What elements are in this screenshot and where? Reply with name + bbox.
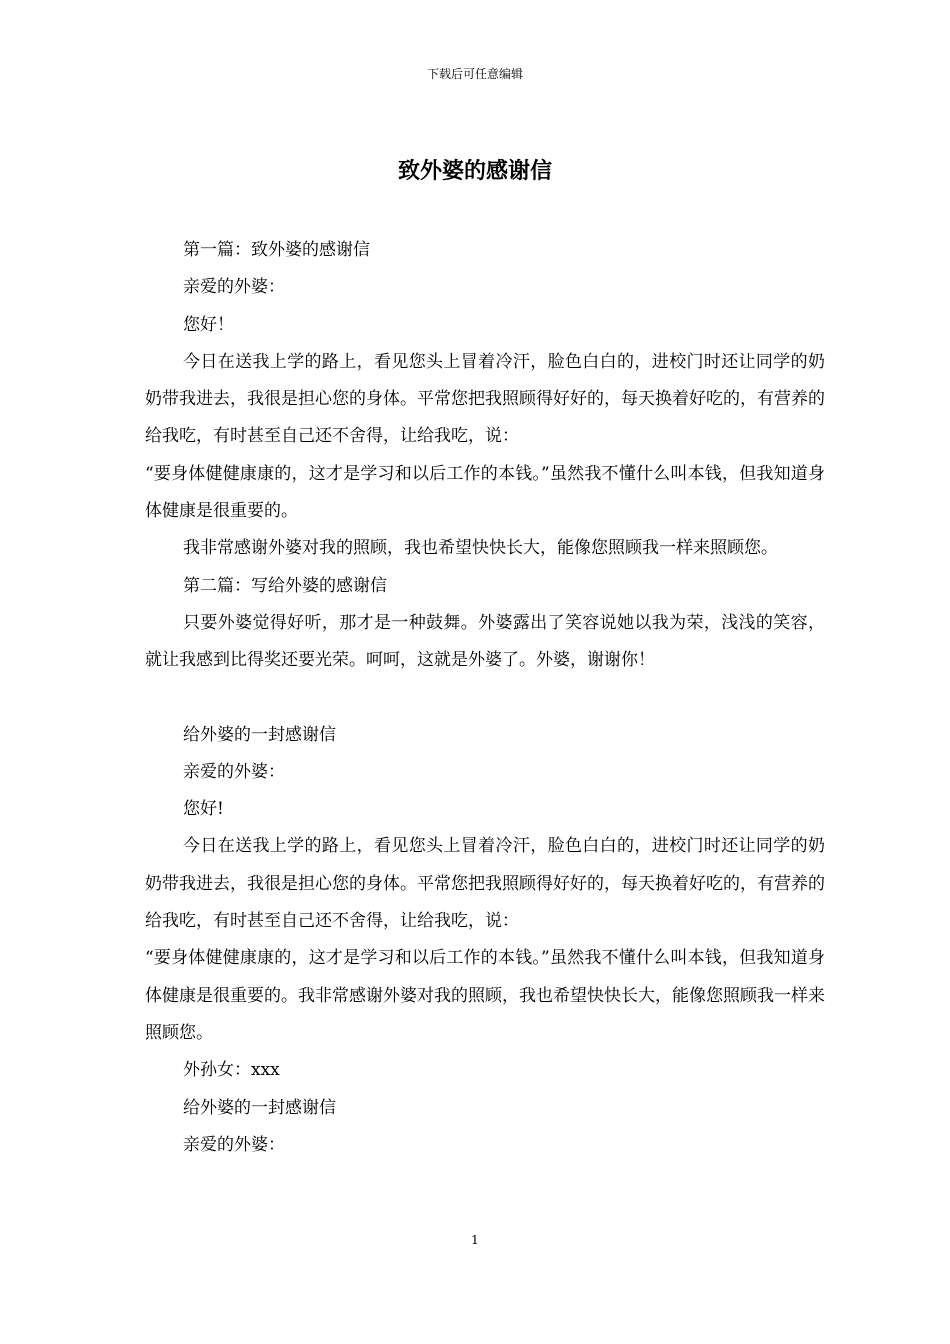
page-header-note: 下载后可任意编辑 xyxy=(426,67,523,81)
body-paragraph: 只要外婆觉得好听，那才是一种鼓舞。外婆露出了笑容说她以我为荣，浅浅的笑容，就让我感到比得奖还要光荣。呵呵，这就是外婆了。外婆，谢谢你！ xyxy=(145,612,825,671)
salutation: 亲爱的外婆： xyxy=(183,1134,285,1155)
section-heading-3: 给外婆的一封感谢信 xyxy=(183,724,336,745)
document-title: 致外婆的感谢信 xyxy=(397,158,552,184)
greeting: 您好! xyxy=(183,799,224,820)
section-heading-4: 给外婆的一封感谢信 xyxy=(183,1097,336,1118)
section-heading-1: 第一篇：致外婆的感谢信 xyxy=(183,240,370,260)
page-number: 1 xyxy=(471,1233,479,1247)
document-body xyxy=(145,232,825,1164)
section-heading-2: 第二篇：写给外婆的感谢信 xyxy=(183,575,387,596)
salutation: 亲爱的外婆： xyxy=(183,277,285,298)
body-paragraph: 今日在送我上学的路上，看见您头上冒着冷汗，脸色白白的，进校门时还让同学的奶奶带我进去，我很是担心您的身体。平常您把我照顾得好好的，每天换着好吃的，有营养的给我吃，有时甚至自己还不舍得，让给我吃，说： xyxy=(145,836,825,932)
body-paragraph: 今日在送我上学的路上，看见您头上冒着冷汗，脸色白白的，进校门时还让同学的奶奶带我进去，我很是担心您的身体。平常您把我照顾得好好的，每天换着好吃的，有营养的给我吃，有时甚至自己还不舍得，让给我吃，说： xyxy=(145,351,825,447)
body-paragraph-continued: “要身体健健康康的，这才是学习和以后工作的本钱。”虽然我不懂什么叫本钱，但我知道身体健康是很重要的。我非常感谢外婆对我的照顾，我也希望快快长大，能像您照顾我一样来照顾您。 xyxy=(145,948,825,1043)
body-paragraph-continued: “要身体健健康康的，这才是学习和以后工作的本钱。”虽然我不懂什么叫本钱，但我知道身体健康是很重要的。 xyxy=(145,463,825,522)
signature: 外孙女：xxx xyxy=(183,1060,280,1081)
salutation: 亲爱的外婆： xyxy=(183,761,285,782)
blank-line xyxy=(145,680,825,717)
body-paragraph: 我非常感谢外婆对我的照顾，我也希望快快长大，能像您照顾我一样来照顾您。 xyxy=(183,538,778,559)
greeting: 您好！ xyxy=(183,314,234,335)
